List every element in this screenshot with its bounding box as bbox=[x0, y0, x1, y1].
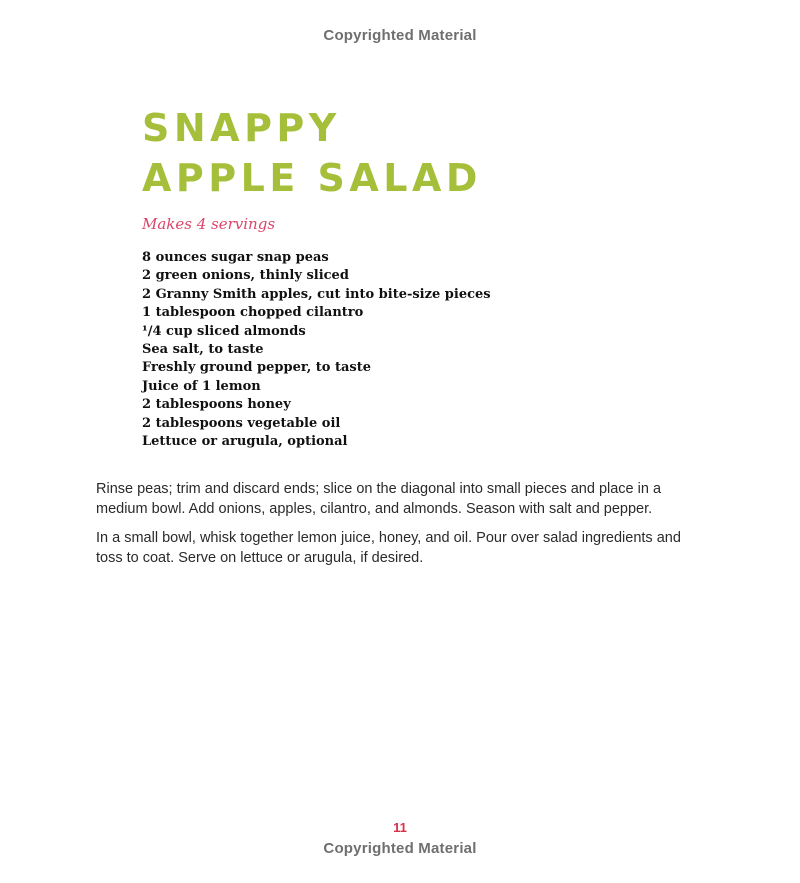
page-number: 11 bbox=[393, 820, 407, 835]
ingredient-item: Juice of 1 lemon bbox=[142, 378, 261, 394]
recipe-title-line-1: SNAPPY bbox=[142, 106, 341, 150]
ingredient-list bbox=[142, 249, 491, 451]
ingredient-item: 2 Granny Smith apples, cut into bite-size pieces bbox=[142, 286, 491, 302]
copyright-watermark-bottom: Copyrighted Material bbox=[323, 840, 477, 857]
ingredient-item: Sea salt, to taste bbox=[142, 342, 264, 358]
ingredient-item: Lettuce or arugula, optional bbox=[142, 434, 348, 450]
recipe-title bbox=[142, 103, 482, 203]
ingredient-item: 8 ounces sugar snap peas bbox=[142, 250, 329, 265]
directions bbox=[96, 480, 696, 578]
recipe-title-line-2: APPLE SALAD bbox=[142, 156, 482, 200]
ingredient-item: 2 green onions, thinly sliced bbox=[142, 268, 349, 284]
ingredient-item: Freshly ground pepper, to taste bbox=[142, 360, 372, 376]
direction-step-2: In a small bowl, whisk together lemon juice, honey, and oil. Pour over salad ingredients and toss to coat. Serve on lettuce or arugula, if desired. bbox=[96, 530, 681, 566]
ingredient-item: 2 tablespoons vegetable oil bbox=[142, 415, 341, 431]
ingredient-item: ¹/4 cup sliced almonds bbox=[142, 323, 306, 339]
copyright-watermark-top: Copyrighted Material bbox=[323, 27, 477, 44]
ingredient-item: 2 tablespoons honey bbox=[142, 397, 291, 413]
servings-note: Makes 4 servings bbox=[142, 215, 276, 233]
ingredient-item: 1 tablespoon chopped cilantro bbox=[142, 305, 364, 321]
direction-step-1: Rinse peas; trim and discard ends; slice on the diagonal into small pieces and place in a medium bowl. Add onions, apples, cilantro, and almonds. Season with salt and pepper. bbox=[96, 481, 662, 517]
